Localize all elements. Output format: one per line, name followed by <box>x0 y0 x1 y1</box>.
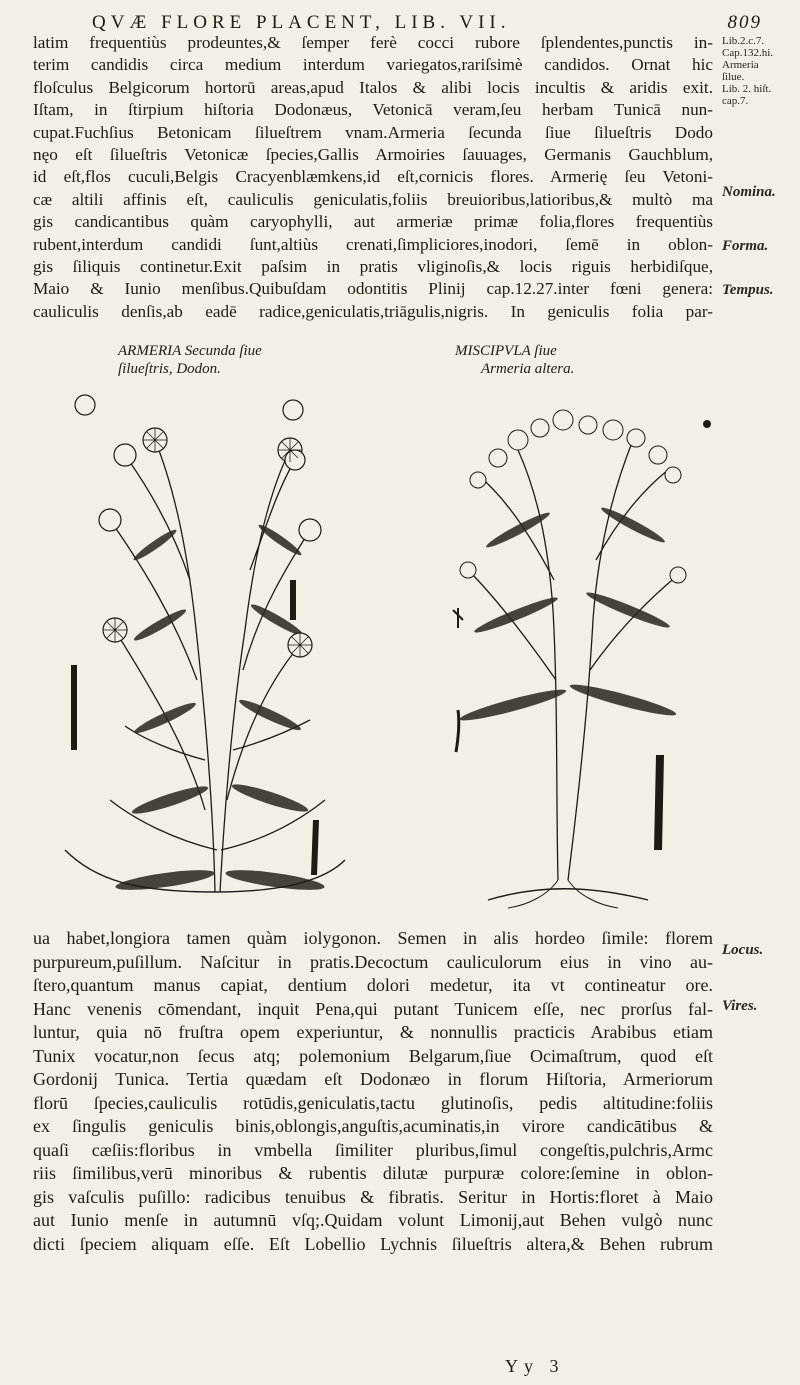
margin-note: ſilue. <box>722 71 745 83</box>
margin-note: Vires. <box>722 998 758 1014</box>
text-line: id eſt,flos cuculi,Belgis Cracyenblæmkens,id eſt,cornicis flores. Armerię ſeu Vetoni- <box>33 167 713 187</box>
margin-note: Lib.2.c.7. <box>722 35 765 47</box>
text-line: Gordonij Tunica. Tertia quædam eſt Dodonæo in florum Hiſtoria, Armeriorum <box>33 1069 713 1089</box>
bottom-text-block <box>33 927 713 1256</box>
margin-note: cap.7. <box>722 95 749 107</box>
margin-note: Forma. <box>722 238 769 254</box>
text-line: florū ſpecies,cauliculis rotūdis,geniculatis,tactu glutinoſis, pedis altitudine:foliis <box>33 1092 713 1113</box>
running-title: QVÆ FLORE PLACENT, LIB. VII. <box>92 12 511 33</box>
signature-mark: Yy 3 <box>505 1356 565 1376</box>
margin-note: Tempus. <box>722 282 774 298</box>
text-line: ua habet,longiora tamen quàm iolygonon. Semen in alis hordeo ſimile: florem <box>33 928 713 948</box>
text-line: Hanc venenis cōmendant, inquit Pena,qui putant Tunicem eſſe, nec prorſus fal- <box>33 998 713 1019</box>
text-line: purpureum,puſillum. Naſcitur in pratis.Decoctum cauliculorum eius in vino au- <box>33 951 713 972</box>
text-line: floſculus Belgicorum hortorū areas,apud Italos & alibi locis incultis & aridis exit. <box>33 77 713 97</box>
text-line: Iſtam, in ſtirpium hiſtoria Dodonæus, Vetonicā veram,ſeu herbam Tunicā nun- <box>33 100 713 120</box>
margin-note: Nomina. <box>722 184 776 200</box>
figure-caption-left: ARMERIA Secunda ſiue ſilueſtris, Dodon. <box>118 343 262 377</box>
text-line: dicti ſpeciem aliquam eſſe. Eſt Lobellio Lychnis ſilueſtris altera,& Behen rubrum <box>33 1233 713 1254</box>
margin-note: Lib. 2. hiſt. <box>722 83 772 95</box>
text-line: Maio & Iunio menſibus.Quibuſdam odontitis Plinij cap.12.27.inter fœni genera: <box>33 279 713 299</box>
text-line: aut Iunio menſe in autumnū vſq;.Quidam volunt Limonij,aut Behen vulgò nunc <box>33 1210 713 1230</box>
figure-caption-right: MISCIPVLA ſiue Armeria altera. <box>455 343 575 377</box>
text-line: cauliculis denſis,ab eadē radice,geniculatis,triāgulis,nigris. In geniculis folia par- <box>33 301 713 321</box>
text-line: gis ſiliquis continetur.Exit paſsim in pratis vliginoſis,& locis riguis herbidiſque, <box>33 256 713 276</box>
text-line: gis candicantibus quàm caryophylli, aut armeriæ primæ folia,flores frequentiùs <box>33 212 713 232</box>
text-line: latim frequentiùs prodeuntes,& ſemper ferè cocci rubore ſplendentes,punctis in- <box>33 33 713 52</box>
page-number: 809 <box>727 12 762 33</box>
armeria-woodcut-illustration <box>55 380 355 908</box>
text-line: ex ſingulis geniculis binis,oblongis,anguſtis,acuminatis,in virore candicātibus & <box>33 1116 713 1136</box>
margin-note: Cap.132.hi. <box>722 47 774 59</box>
margin-note: Armeria <box>722 59 759 71</box>
text-line: riis ſimilibus,verū minoribus & rubentis dilutæ purpuræ colore:ſemine in oblon- <box>33 1163 713 1183</box>
margin-note: Locus. <box>722 942 764 958</box>
top-text-block <box>33 32 713 323</box>
text-line: terim candidis circa medium interdum variegatos,rariſsimè candidos. Ornat hic <box>33 55 713 75</box>
text-line: Tunix vocatur,non ſecus atq; polemonium Belgarum,ſiue Ocimaſtrum, quod eſt <box>33 1045 713 1066</box>
text-line: quaſi cæſiis:floribus in vmbella ſimiliter pluribus,ſimul congeſtis,pulchris,Armc <box>33 1139 713 1160</box>
text-line: nęo eſt ſilueſtris Vetonicæ ſpecies,Gallis Armoiries ſauuages, Germanis Gauchblum, <box>33 144 713 164</box>
text-line: cæ altili affinis eſt, cauliculis geniculatis,foliis breuioribus,latioribus,& multò ma <box>33 189 713 209</box>
text-line: gis vaſculis puſillo: radicibus tenuibus & fibratis. Seritur in Hortis:floret à Maio <box>33 1186 713 1207</box>
text-line: rubent,interdum candidi ſunt,altiùs crenati,ſimpliciores,inodori, ſemē in oblon- <box>33 234 713 254</box>
text-line: ſtero,quantum manus capiat, dentium dolori medetur, ita vt contineatur ore. <box>33 975 713 995</box>
text-line: luntur, quia nō fruſtra opem experiuntur, & nonnullis practicis Arabibus etiam <box>33 1022 713 1042</box>
text-line: cupat.Fuchſius Betonicam ſilueſtrem vnam.Armeria ſecunda ſiue ſilueſtris Dodo <box>33 122 713 142</box>
miscipula-woodcut-illustration <box>418 380 718 918</box>
